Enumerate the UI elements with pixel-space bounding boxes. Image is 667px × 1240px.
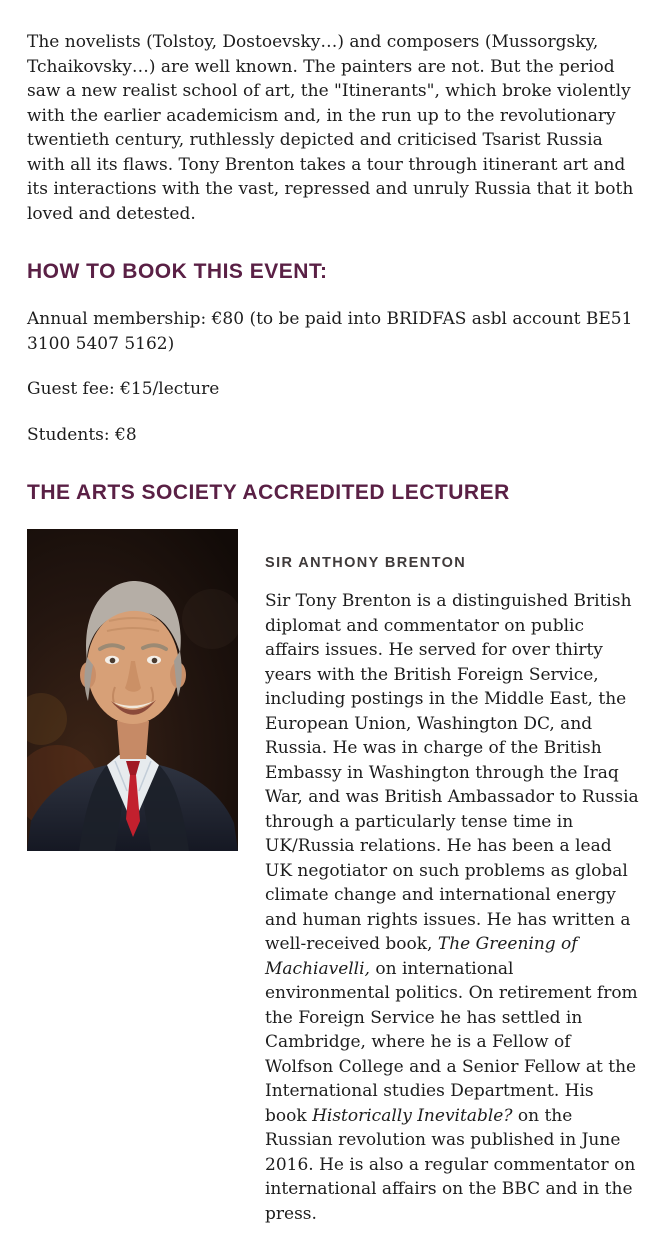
bio-book-title-historically-inevitable: Historically Inevitable? <box>312 1105 513 1126</box>
intro-paragraph: The novelists (Tolstoy, Dostoevsky…) and composers (Mussorgsky, Tchaikovsky…) are well known. The painters are not. But the period saw a new realist school of art, the "Itinerants", which broke violently with the earlier academicism and, in the run up to the revolutionary twentieth century, ruthlessly depicted and criticised Tsarist Russia with all its flaws. Tony Brenton takes a tour through itinerant art and its interactions with the vast, repressed and unruly Russia that it both loved and detested. <box>27 32 634 224</box>
bio-text-part1: Sir Tony Brenton is a distinguished British diplomat and commentator on public affairs issues. He served for over thirty years with the British Foreign Service, including postings in the Middle East, the European Union, Washington DC, and Russia. He was in charge of the British Embassy in Washington through the Iraq War, and was British Ambassador to Russia through a particularly tense time in UK/Russia relations. He has been a lead UK negotiator on such problems as global climate change and international energy and human rights issues. He has written a well-received book, <box>265 591 639 954</box>
membership-fee-text: Annual membership: €80 (to be paid into BRIDFAS asbl account BE51 3100 5407 5162) <box>27 309 633 354</box>
portrait-illustration <box>27 529 238 851</box>
lecturer-section-heading: THE ARTS SOCIETY ACCREDITED LECTURER <box>27 481 510 504</box>
lecturer-photo <box>27 529 238 851</box>
lecturer-bio <box>265 589 640 1226</box>
bio-book-title-greening-of-machiavelli: The Greening of Machiavelli, <box>265 934 578 979</box>
student-fee-text: Students: €8 <box>27 424 137 445</box>
guest-fee-text: Guest fee: €15/lecture <box>27 379 220 399</box>
bio-text-part3: on the Russian revolution was published in June 2016. He is also a regular commentator on international affairs on the BBC and in the press. <box>265 1105 636 1224</box>
bio-text-part2: on international environmental politics. On retirement from the Foreign Service he has settled in Cambridge, where he is a Fellow of Wolfson College and a Senior Fellow at the International studies Department. His book <box>265 958 638 1126</box>
booking-section-heading: HOW TO BOOK THIS EVENT: <box>27 260 328 283</box>
lecturer-bio-column <box>265 529 640 1226</box>
lecturer-name: SIR ANTHONY BRENTON <box>265 555 467 571</box>
lecturer-section <box>27 529 640 1226</box>
